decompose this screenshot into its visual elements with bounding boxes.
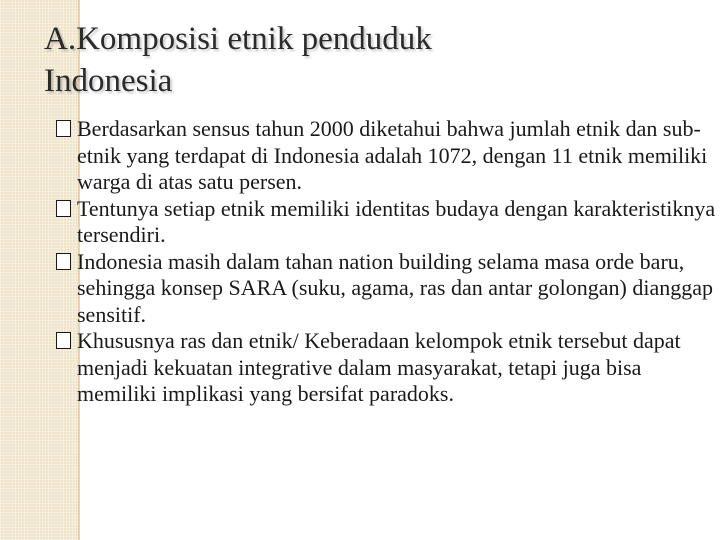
bullet-item bbox=[56, 196, 716, 249]
bullet-text: Tentunya setiap etnik memiliki identitas budaya dengan karakteristiknya tersendiri. bbox=[77, 195, 716, 247]
bullet-text: Indonesia masih dalam tahan nation building selama masa orde baru, sehingga konsep SARA (suku, agama, ras dan antar golongan) dianggap sensitif. bbox=[77, 248, 714, 327]
slide-title-line-2: Indonesia bbox=[44, 63, 173, 99]
bullet-item bbox=[56, 249, 716, 329]
bullet-text: Khususnya ras dan etnik/ Keberadaan kelompok etnik tersebut dapat menjadi kekuatan integrative dalam masyarakat, tetapi juga bisa memiliki implikasi yang bersifat paradoks. bbox=[77, 328, 681, 406]
bullet-list bbox=[56, 116, 716, 408]
slide-title bbox=[44, 18, 684, 102]
missing-glyph-box-icon bbox=[56, 253, 71, 270]
missing-glyph-box-icon bbox=[56, 120, 71, 137]
bullet-item bbox=[56, 328, 716, 408]
bullet-text: Berdasarkan sensus tahun 2000 diketahui bahwa jumlah etnik dan sub-etnik yang terdapat di Indonesia adalah 1072, dengan 11 etnik memiliki warga di atas satu persen. bbox=[77, 116, 708, 194]
missing-glyph-box-icon bbox=[56, 200, 71, 217]
missing-glyph-box-icon bbox=[56, 332, 71, 349]
slide-title-line-1: A.Komposisi etnik penduduk bbox=[44, 21, 432, 57]
bullet-item bbox=[56, 116, 716, 196]
